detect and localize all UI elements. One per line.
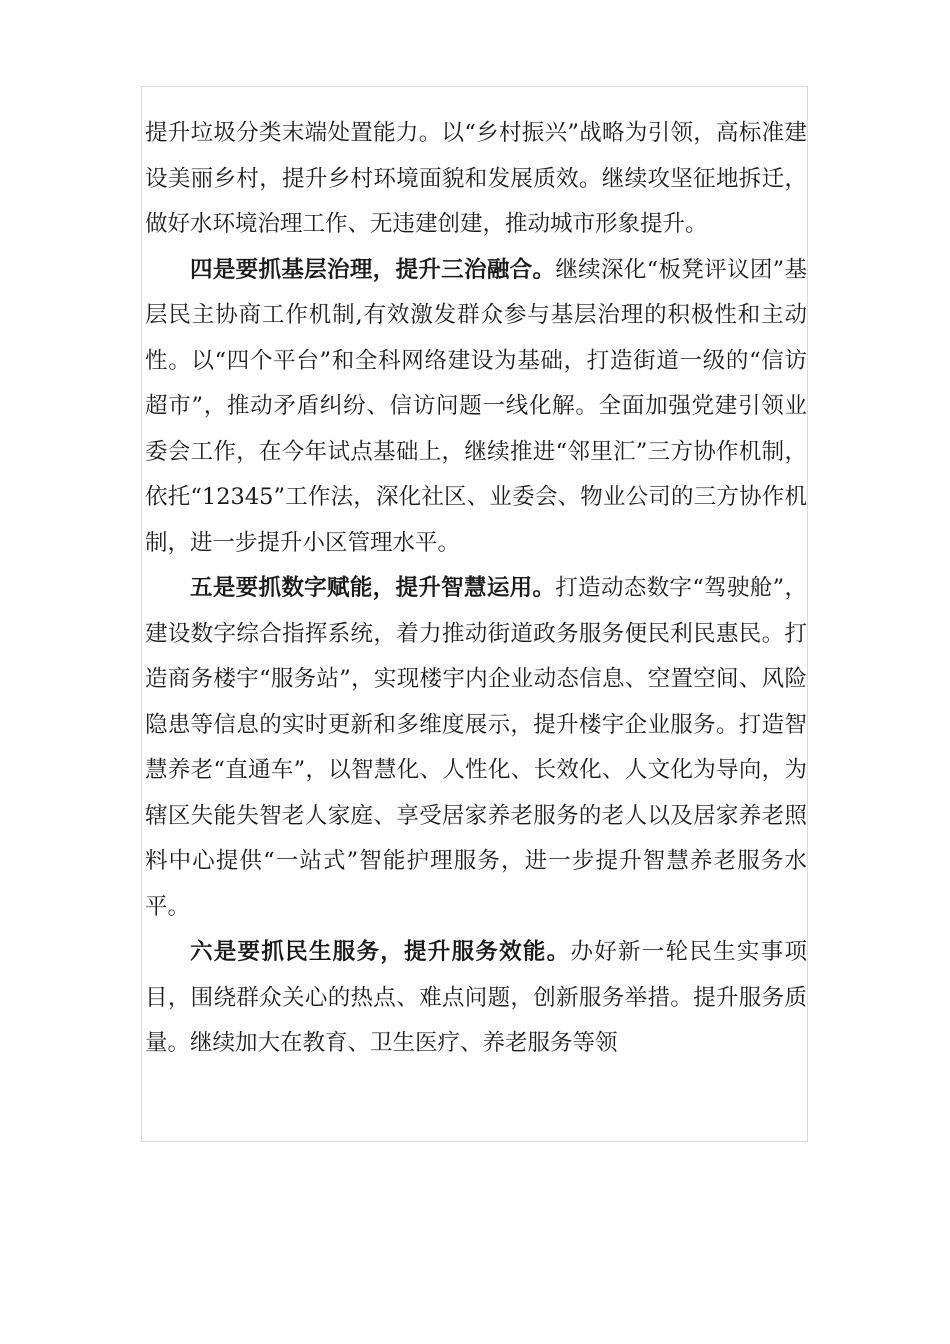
paragraph-livelihood-services	[145, 930, 807, 1067]
paragraph-grassroots-governance	[145, 248, 807, 567]
paragraph-text: 打造动态数字“驾驶舱”，建设数字综合指挥系统，着力推动街道政务服务便民利民惠民。打造商务楼宇“服务站”，实现楼宇内企业动态信息、空置空间、风险隐患等信息的实时更新和多维度展示，提升楼宇企业服务。打造智慧养老“直通车”，以智慧化、人性化、长效化、人文化为导向，为辖区失能失智老人家庭、享受居家养老服务的老人以及居家养老照料中心提供“一站式”智能护理服务，进一步提升智慧养老服务水平。	[145, 575, 807, 920]
paragraph-continuation	[145, 111, 807, 248]
paragraph-heading: 六是要抓民生服务，提升服务效能。	[190, 939, 571, 965]
paragraph-heading: 四是要抓基层治理，提升三治融合。	[190, 256, 556, 283]
paragraph-text: 办好新一轮民生实事项目，围绕群众关心的热点、难点问题，创新服务举措。提升服务质量。继续加大在教育、卫生医疗、养老服务等领	[145, 939, 807, 1056]
paragraph-digital-empowerment	[145, 566, 807, 930]
paragraph-text: 提升垃圾分类末端处置能力。以“乡村振兴”战略为引领，高标准建设美丽乡村，提升乡村环境面貌和发展质效。继续攻坚征地拆迁，做好水环境治理工作、无违建创建，推动城市形象提升。	[145, 120, 807, 237]
paragraph-text: 继续深化“板凳评议团”基层民主协商工作机制,有效激发群众参与基层治理的积极性和主动性。以“四个平台”和全科网络建设为基础，打造街道一级的“信访超市”，推动矛盾纠纷、信访问题一线化解。全面加强党建引领业委会工作，在今年试点基础上，继续推进“邻里汇”三方协作机制，依托“12345”工作法，深化社区、业委会、物业公司的三方协作机制，进一步提升小区管理水平。	[145, 256, 807, 556]
document-body	[145, 111, 807, 1067]
paragraph-heading: 五是要抓数字赋能，提升智慧运用。	[190, 575, 556, 601]
